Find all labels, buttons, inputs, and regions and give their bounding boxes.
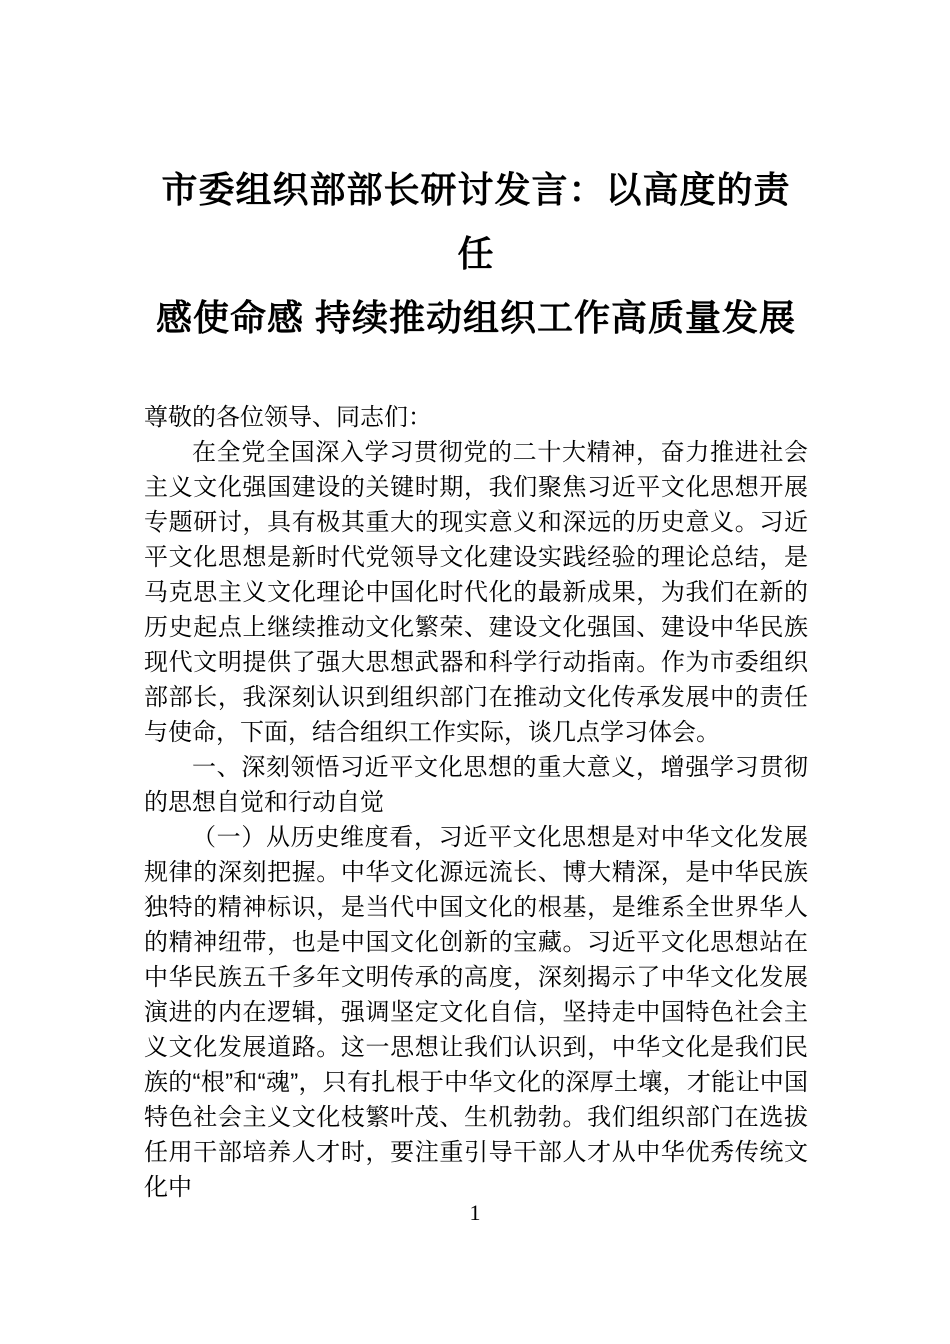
page-footer	[0, 1200, 950, 1226]
page-number: 1	[469, 1200, 481, 1225]
paragraph-intro: 在全党全国深入学习贯彻党的二十大精神，奋力推进社会主义文化强国建设的关键时期，我们聚焦习近平文化思想开展专题研讨，具有极其重大的现实意义和深远的历史意义。习近平文化思想是新时代党领导文化建设实践经验的理论总结，是马克思主义文化理论中国化时代化的最新成果，为我们在新的历史起点上继续推动文化繁荣、建设文化强国、建设中华民族现代文明提供了强大思想武器和科学行动指南。作为市委组织部部长，我深刻认识到组织部门在推动文化传承发展中的责任与使命，下面，结合组织工作实际，谈几点学习体会。	[144, 439, 808, 746]
document-title	[144, 158, 808, 350]
section-heading: 一、深刻领悟习近平文化思想的重大意义，增强学习贯彻的思想自觉和行动自觉	[144, 754, 808, 816]
document-body	[144, 400, 808, 1205]
salutation: 尊敬的各位领导、同志们：	[144, 404, 432, 431]
title-line-2: 感使命感 持续推动组织工作高质量发展	[155, 297, 796, 338]
paragraph-section-one: （一）从历史维度看，习近平文化思想是对中华文化发展规律的深刻把握。中华文化源远流长、博大精深，是中华民族独特的精神标识，是当代中国文化的根基，是维系全世界华人的精神纽带，也是中国文化创新的宝藏。习近平文化思想站在中华民族五千多年文明传承的高度，深刻揭示了中华文化发展演进的内在逻辑，强调坚定文化自信，坚持走中国特色社会主义文化发展道路。这一思想让我们认识到，中华文化是我们民族的“根”和“魂”，只有扎根于中华文化的深厚土壤，才能让中国特色社会主义文化枝繁叶茂、生机勃勃。我们组织部门在选拔任用干部培养人才时，要注重引导干部人才从中华优秀传统文化中	[144, 824, 808, 1201]
title-line-1: 市委组织部部长研讨发言：以高度的责任	[161, 169, 791, 274]
